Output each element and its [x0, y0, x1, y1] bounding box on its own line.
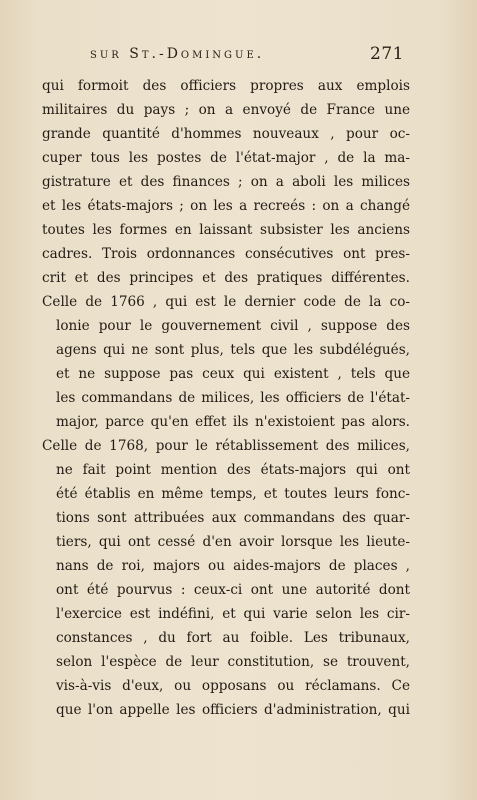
- text-line: grande quantité d'hommes nouveaux , pour oc-: [42, 126, 410, 142]
- text-line: cuper tous les postes de l'état-major , de la ma-: [42, 150, 410, 166]
- running-head-title: sur St.-Domingue.: [90, 46, 265, 62]
- text-line: été établis en même temps, et toutes leurs fonc-: [56, 486, 410, 502]
- text-line: et les états-majors ; on les a recreés : on a changé: [42, 198, 410, 214]
- page-number: 271: [370, 44, 404, 64]
- text-line: major, parce qu'en effet ils n'existoient pas alors.: [56, 414, 410, 430]
- text-line: l'exercice est indéfini, et qui varie selon les cir-: [56, 606, 410, 622]
- text-line: militaires du pays ; on a envoyé de France une: [42, 102, 410, 118]
- text-line: gistrature et des finances ; on a aboli les milices: [42, 174, 410, 190]
- text-line: nans de roi, majors ou aides-majors de places ,: [56, 558, 410, 574]
- text-line: cadres. Trois ordonnances consécutives ont pres-: [42, 246, 410, 262]
- running-head: [84, 44, 404, 68]
- text-line: les commandans de milices, les officiers de l'état-: [56, 390, 410, 406]
- text-line: lonie pour le gouvernement civil , suppose des: [56, 318, 410, 334]
- text-line: tions sont attribuées aux commandans des quar-: [56, 510, 410, 526]
- text-line: vis-à-vis d'eux, ou opposans ou réclamans. Ce: [56, 678, 410, 694]
- text-line: selon l'espèce de leur constitution, se trouvent,: [56, 654, 410, 670]
- text-line: constances , du fort au foible. Les tribunaux,: [56, 630, 410, 646]
- text-line: toutes les formes en laissant subsister les anciens: [42, 222, 410, 238]
- text-line: ne fait point mention des états-majors qui ont: [56, 462, 410, 478]
- text-line: crit et des principes et des pratiques différentes.: [42, 270, 410, 286]
- text-line: qui formoit des officiers propres aux emplois: [42, 78, 410, 94]
- text-line: Celle de 1766 , qui est le dernier code de la co-: [42, 294, 410, 310]
- text-line: tiers, qui ont cessé d'en avoir lorsque les lieute-: [56, 534, 410, 550]
- text-line: ont été pourvus : ceux-ci ont une autorité dont: [56, 582, 410, 598]
- text-line: que l'on appelle les officiers d'administration, qui: [56, 702, 410, 718]
- text-line: agens qui ne sont plus, tels que les subdélégués,: [56, 342, 410, 358]
- text-line: et ne suppose pas ceux qui existent , tels que: [56, 366, 410, 382]
- text-line: Celle de 1768, pour le rétablissement des milices,: [42, 438, 410, 454]
- body-text: [42, 74, 410, 722]
